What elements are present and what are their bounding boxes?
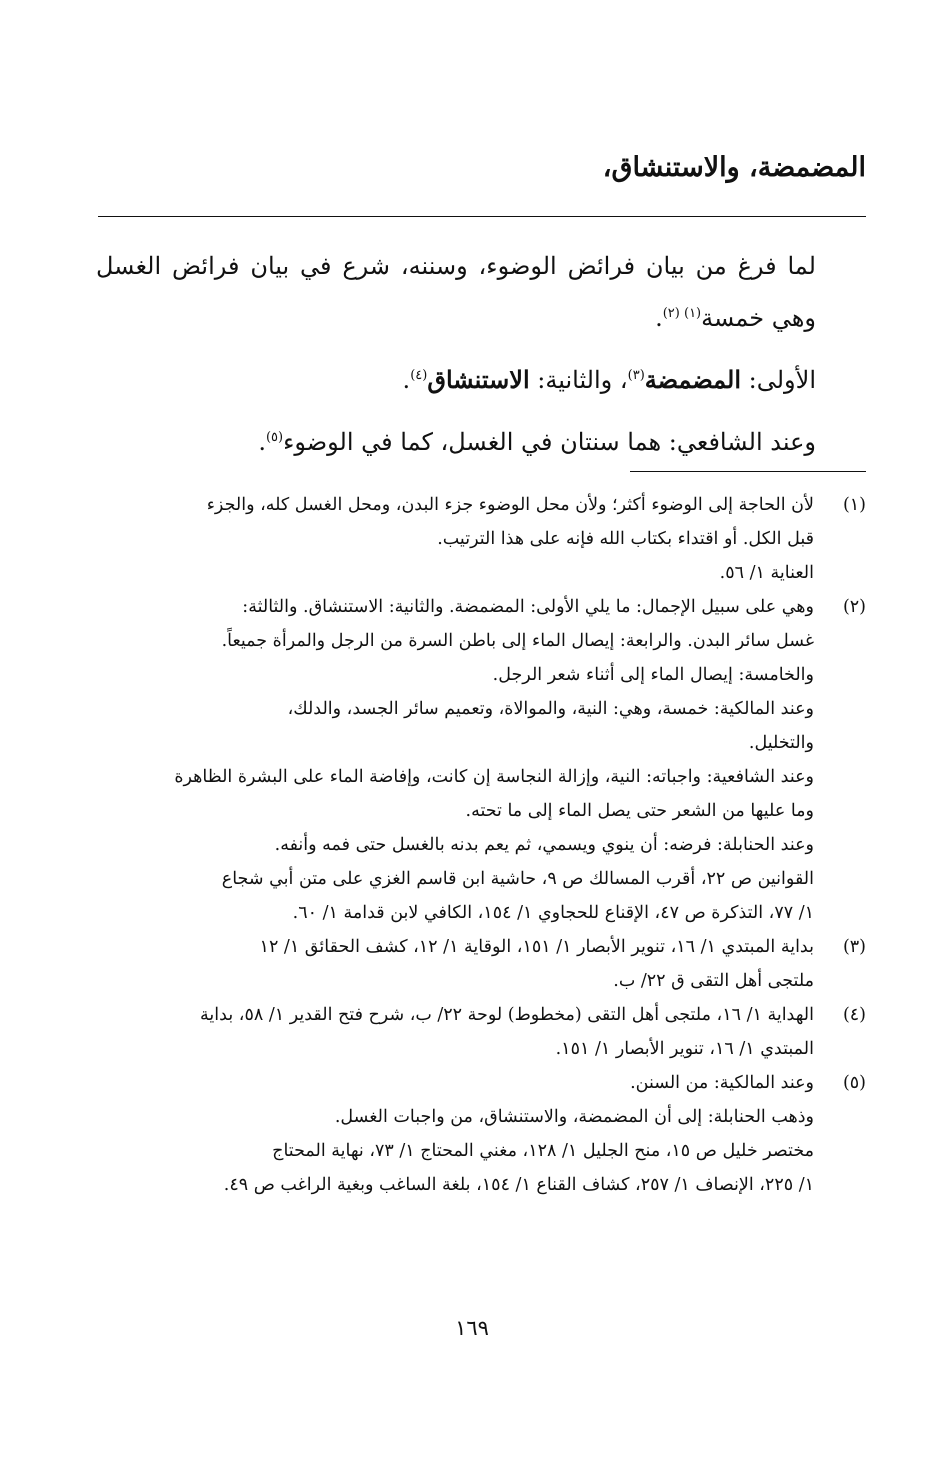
footnote-body	[96, 998, 814, 1066]
footnote-number: (٣)	[842, 937, 866, 957]
footnote-body	[96, 488, 814, 590]
paragraph-intro	[96, 240, 866, 344]
shafii-text: وعند الشافعي: هما سنتان في الغسل، كما في الوضوء	[283, 428, 816, 456]
footnote-line: مختصر خليل ص ١٥، منح الجليل ١/ ١٢٨، مغني المحتاج ١/ ٧٣، نهاية المحتاج	[272, 1141, 814, 1161]
paragraph-shafii	[96, 416, 866, 468]
term-madmada: المضمضة	[644, 365, 742, 394]
footnote-line: وذهب الحنابلة: إلى أن المضمضة، والاستنشاق، من واجبات الغسل.	[334, 1107, 814, 1127]
shafii-end: .	[258, 428, 266, 456]
footnote-number: (٥)	[842, 1073, 866, 1093]
first-label: الأولى:	[741, 366, 816, 394]
intro-end: .	[655, 304, 663, 332]
footnote-1	[96, 488, 866, 590]
footnote-line: العناية ١/ ٥٦.	[719, 563, 814, 583]
footnote-line: وعند المالكية: خمسة، وهي: النية، والموالاة، وتعميم سائر الجسد، والدلك،	[287, 699, 814, 719]
footnotes	[96, 488, 866, 1202]
footnote-2	[96, 590, 866, 930]
footnote-ref-5[interactable]: (٥)	[265, 430, 284, 445]
footnote-line: وعند الحنابلة: فرضه: أن ينوي ويسمي، ثم يعم بدنه بالغسل حتى فمه وأنفه.	[274, 835, 814, 855]
footnote-line: القوانين ص ٢٢، أقرب المسالك ص ٩، حاشية ابن قاسم الغزي على متن أبي شجاع	[221, 869, 814, 889]
second-end: .	[402, 366, 411, 394]
second-label: ، والثانية:	[529, 366, 628, 394]
footnote-line: ١/ ٧٧، التذكرة ص ٤٧، الإقناع للحجاوي ١/ ١٥٤، الكافي لابن قدامة ١/ ٦٠.	[292, 903, 814, 923]
footnote-line: والخامسة: إيصال الماء إلى أثناء شعر الرجل.	[492, 665, 814, 685]
paragraph-first-second	[96, 354, 866, 406]
footnote-line: وعند الشافعية: واجباته: النية، وإزالة النجاسة إن كانت، وإفاضة الماء على البشرة الظاهرة	[174, 767, 814, 787]
header-rule	[98, 216, 866, 217]
footnote-number: (١)	[842, 495, 866, 515]
footnote-line: الهداية ١/ ١٦، ملتجى أهل التقى (مخطوط) لوحة ٢٢/ ب، شرح فتح القدير ١/ ٥٨، بداية	[200, 1005, 814, 1025]
footnote-ref-4[interactable]: (٤)	[410, 368, 428, 383]
footnote-5	[96, 1066, 866, 1202]
footnote-line: وما عليها من الشعر حتى يصل الماء إلى ما تحته.	[465, 801, 814, 821]
footnote-line: قبل الكل. أو اقتداء بكتاب الله فإنه على هذا الترتيب.	[437, 529, 814, 549]
footnote-line: بداية المبتدي ١/ ١٦، تنوير الأبصار ١/ ١٥١، الوقاية ١/ ١٢، كشف الحقائق ١/ ١٢	[259, 937, 814, 957]
term-istinshaq: الاستنشاق	[427, 365, 530, 394]
footnote-number: (٤)	[842, 1005, 866, 1025]
footnote-ref-3[interactable]: (٣)	[627, 368, 645, 383]
footnote-number: (٢)	[842, 597, 866, 617]
footnote-separator	[630, 471, 866, 472]
footnote-line: غسل سائر البدن. والرابعة: إيصال الماء إلى باطن السرة من الرجل والمرأة جميعاً.	[221, 631, 814, 651]
footnote-body	[96, 1066, 814, 1202]
footnote-line: وعند المالكية: من السنن.	[630, 1073, 814, 1093]
footnote-line: ملتجى أهل التقى ق ٢٢/ ب.	[613, 971, 814, 991]
running-head: المضمضة، والاستنشاق،	[602, 152, 866, 183]
footnote-line: وهي على سبيل الإجمال: ما يلي الأولى: المضمضة. والثانية: الاستنشاق. والثالثة:	[242, 597, 814, 617]
footnote-body	[96, 930, 814, 998]
main-text	[96, 240, 866, 468]
footnote-line: لأن الحاجة إلى الوضوء أكثر؛ ولأن محل الوضوء جزء البدن، ومحل الغسل كله، والجزء	[206, 495, 814, 515]
footnote-body	[96, 590, 814, 930]
page-number: ١٦٩	[455, 1316, 489, 1340]
intro-text: لما فرغ من بيان فرائض الوضوء، وسننه، شرع في بيان فرائض الغسل وهي خمسة	[96, 252, 816, 332]
footnote-3	[96, 930, 866, 998]
footnote-line: المبتدي ١/ ١٦، تنوير الأبصار ١/ ١٥١.	[555, 1039, 814, 1059]
footnote-line: ١/ ٢٢٥، الإنصاف ١/ ٢٥٧، كشاف القناع ١/ ١٥٤، بلغة الساغب وبغية الراغب ص ٤٩.	[223, 1175, 814, 1195]
footnote-line: والتخليل.	[748, 733, 814, 753]
footnote-ref-1-2[interactable]: (١) (٢)	[662, 306, 702, 321]
footnote-4	[96, 998, 866, 1066]
